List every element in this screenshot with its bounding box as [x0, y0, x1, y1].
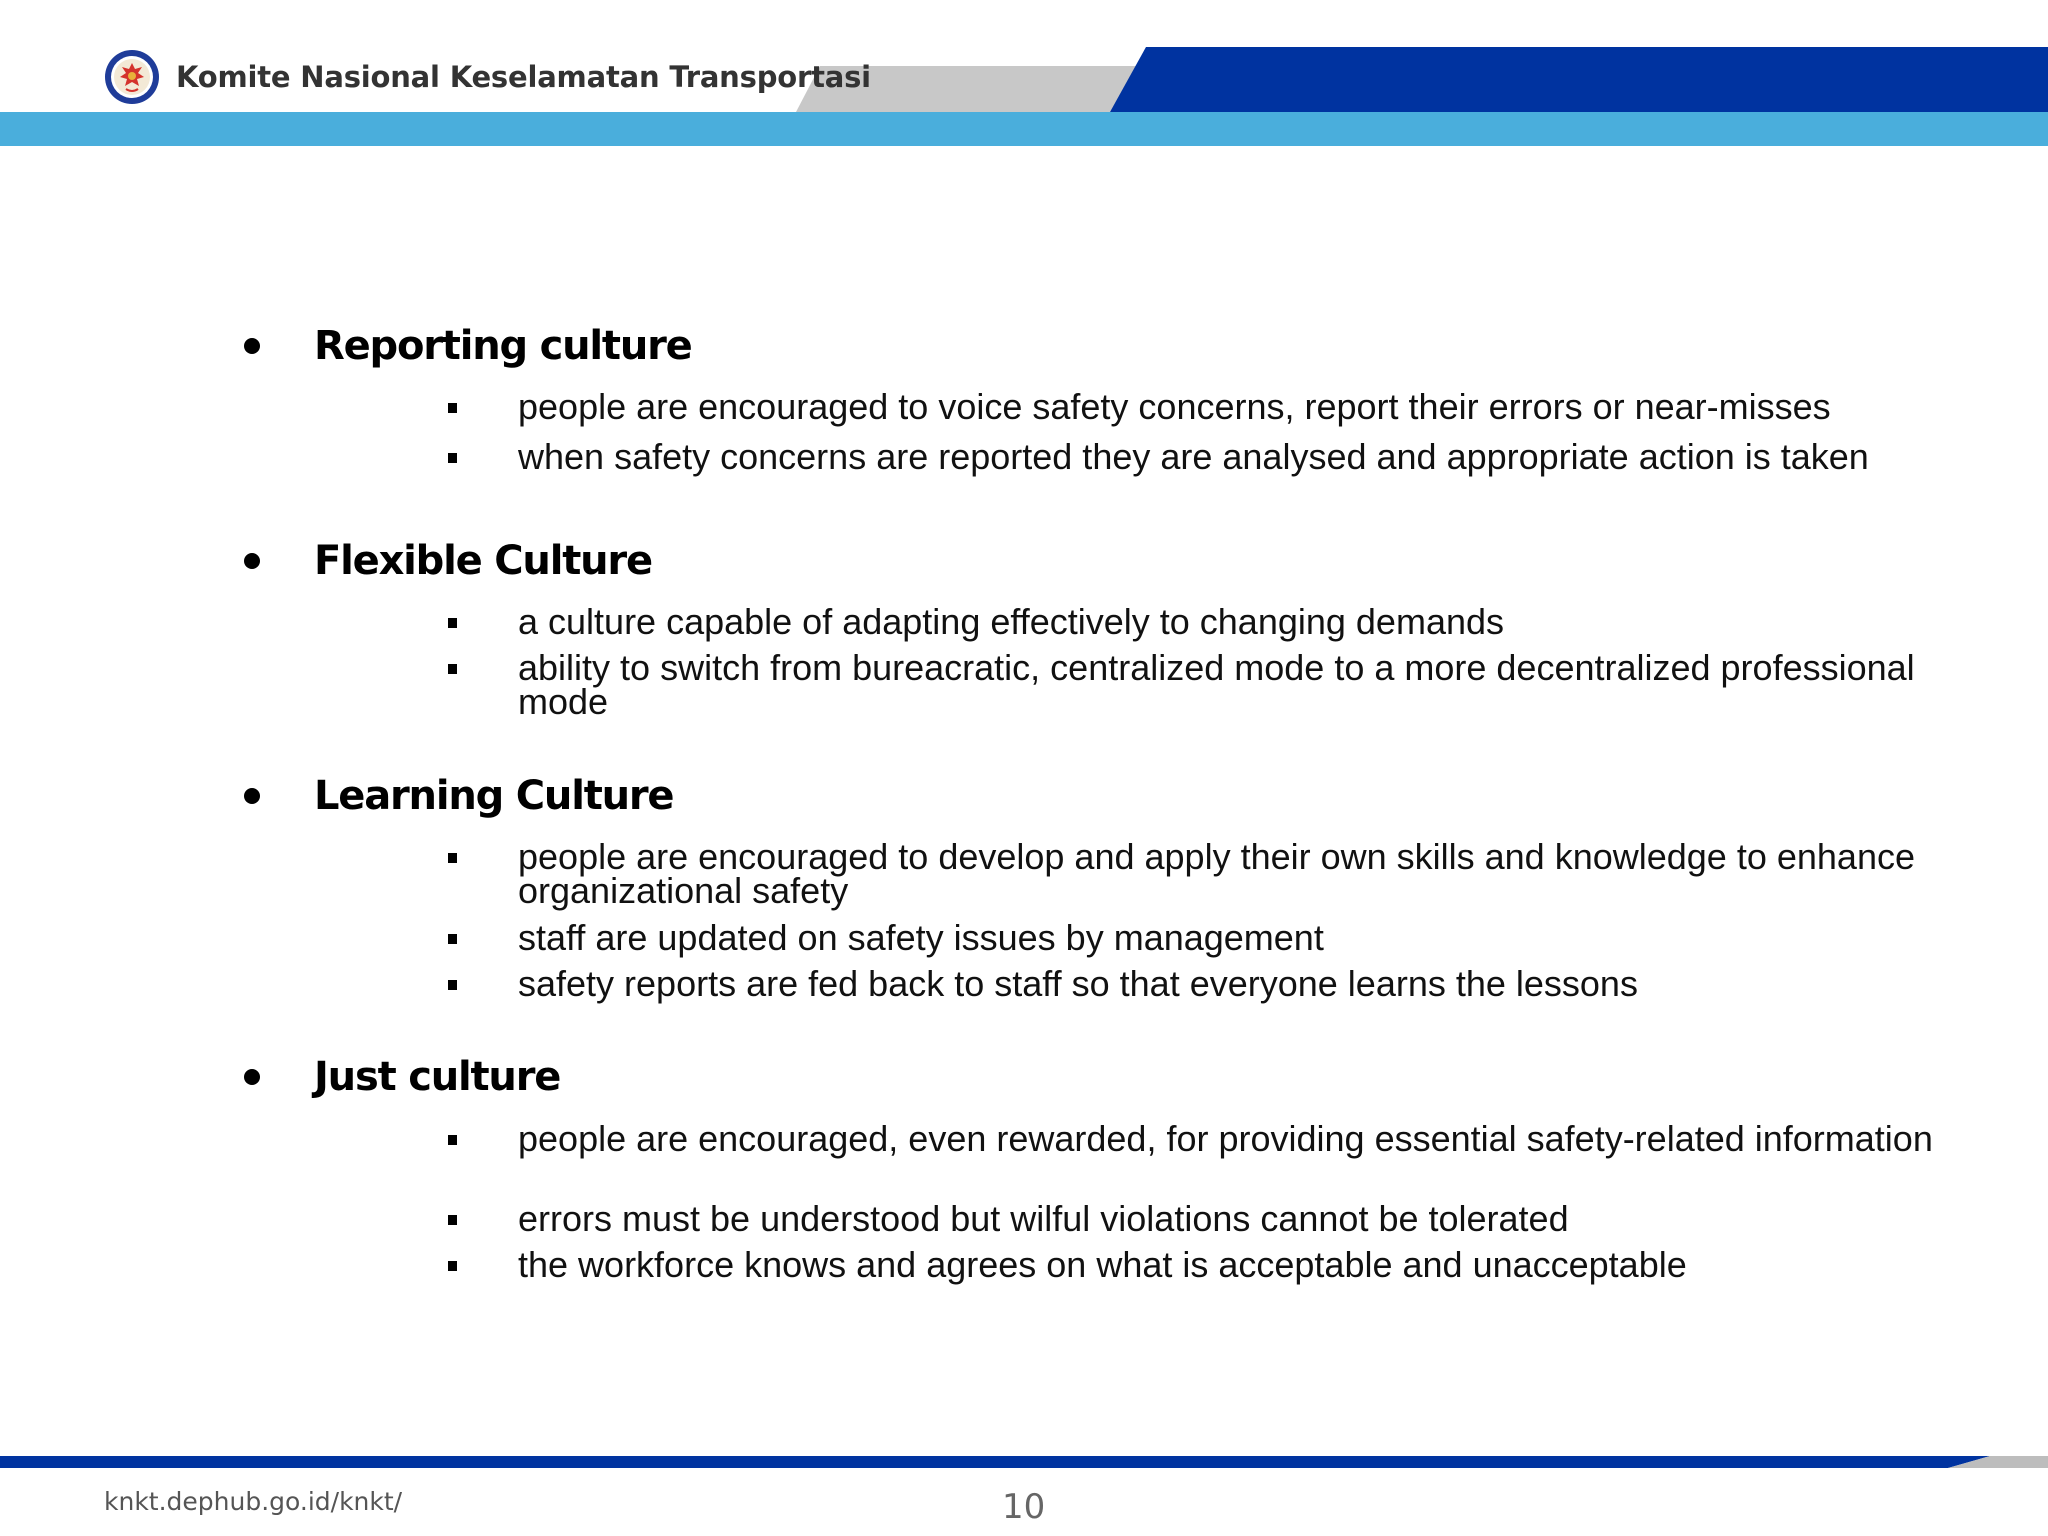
section-bullet [244, 338, 260, 354]
item-marker [448, 980, 457, 990]
section-bullet [244, 788, 260, 804]
item-text: people are encouraged, even rewarded, for providing essential safety-related information [518, 1118, 1933, 1159]
item-text: a culture capable of adapting effectively to changing demands [518, 601, 1505, 642]
footer-blue-band [0, 1456, 1990, 1468]
item-marker [448, 403, 457, 413]
item-marker [448, 853, 457, 863]
item-text: errors must be understood but wilful violations cannot be tolerated [518, 1198, 1569, 1239]
item-text: people are encouraged to develop and apply their own skills and knowledge to enhance organizational safety [518, 836, 1915, 911]
section-bullet [244, 1069, 260, 1085]
item-marker [448, 934, 457, 944]
item-text: when safety concerns are reported they are analysed and appropriate action is taken [518, 436, 1869, 477]
page-number: 10 [1002, 1487, 1046, 1527]
item-marker [448, 1135, 457, 1145]
item-marker [448, 618, 457, 628]
slide-header [0, 0, 2048, 146]
item-marker [448, 1215, 457, 1225]
header-dark-blue-band [1110, 47, 2048, 112]
item-marker [448, 453, 457, 463]
section-bullet [244, 553, 260, 569]
item-text: staff are updated on safety issues by management [518, 917, 1324, 958]
item-text: safety reports are fed back to staff so that everyone learns the lessons [518, 963, 1638, 1004]
section-heading: Reporting culture [314, 323, 692, 369]
section-heading: Learning Culture [314, 773, 674, 819]
item-text: the workforce knows and agrees on what is acceptable and unacceptable [518, 1244, 1687, 1285]
section-heading: Flexible Culture [314, 538, 652, 584]
item-marker [448, 1261, 457, 1271]
knkt-emblem-icon [104, 49, 160, 105]
organization-name: Komite Nasional Keselamatan Transportasi [176, 60, 871, 94]
footer-bar [0, 1454, 2048, 1468]
item-text: ability to switch from bureacratic, centralized mode to a more decentralized professional mode [518, 647, 1915, 722]
header-light-blue-band [0, 112, 2048, 146]
section-heading: Just culture [314, 1054, 561, 1100]
item-text: people are encouraged to voice safety concerns, report their errors or near-misses [518, 386, 1831, 427]
footer-url[interactable]: knkt.dephub.go.id/knkt/ [104, 1487, 403, 1516]
item-marker [448, 664, 457, 674]
